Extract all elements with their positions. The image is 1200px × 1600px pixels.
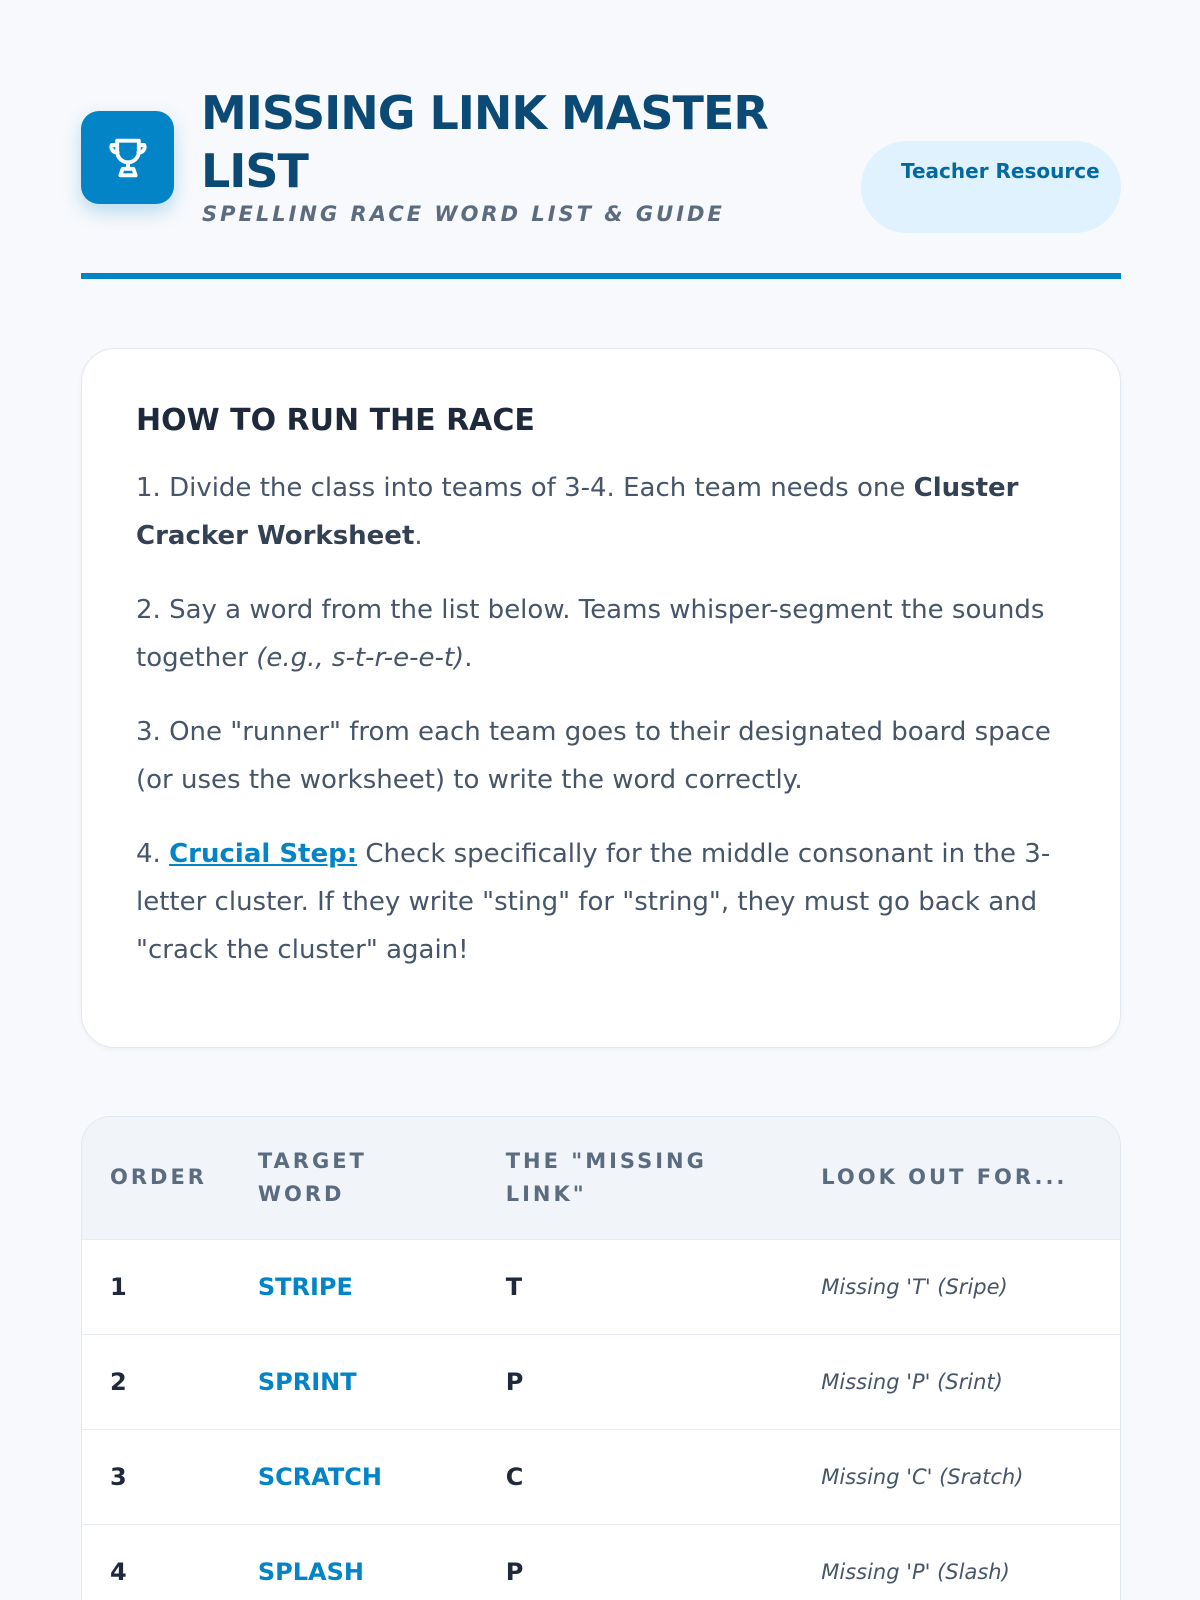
row-target-word: SCRATCH bbox=[230, 1429, 478, 1524]
row-look-out-for: Missing 'P' (Srint) bbox=[793, 1334, 1120, 1429]
row-target-word: SPRINT bbox=[230, 1334, 478, 1429]
table-row bbox=[82, 1429, 1120, 1524]
trophy-icon bbox=[102, 132, 154, 184]
step-2 bbox=[136, 586, 1070, 682]
table-row bbox=[82, 1524, 1120, 1600]
step-2-text: 2. Say a word from the list below. Teams whisper-segment the sounds together bbox=[136, 595, 1045, 673]
row-look-out-for: Missing 'P' (Slash) bbox=[793, 1524, 1120, 1600]
header-look-out-for: LOOK OUT FOR... bbox=[821, 1165, 1068, 1190]
row-missing-link: T bbox=[478, 1239, 794, 1334]
teacher-resource-badge: Teacher Resource bbox=[861, 141, 1121, 233]
logo-badge bbox=[81, 111, 174, 204]
step-2-suffix: . bbox=[464, 643, 473, 673]
row-missing-link: P bbox=[478, 1524, 794, 1600]
word-list-table bbox=[81, 1116, 1121, 1600]
header-target-word: TARGET WORD bbox=[257, 1148, 367, 1206]
page-title: MISSING LINK MASTER LIST bbox=[201, 86, 768, 198]
row-order: 3 bbox=[82, 1429, 230, 1524]
crucial-step-link[interactable]: Crucial Step: bbox=[169, 839, 358, 869]
step-1-text: 1. Divide the class into teams of 3-4. Each team needs one bbox=[136, 473, 914, 503]
header-missing-link: THE "MISSING LINK" bbox=[505, 1148, 707, 1206]
page-subtitle: SPELLING RACE WORD LIST & GUIDE bbox=[202, 202, 725, 226]
table-header-row bbox=[82, 1117, 1120, 1239]
step-4 bbox=[136, 830, 1070, 974]
header-order: ORDER bbox=[110, 1165, 207, 1190]
table-row bbox=[82, 1239, 1120, 1334]
step-2-example: (e.g., s-t-r-e-e-t) bbox=[256, 643, 465, 673]
row-missing-link: C bbox=[478, 1429, 794, 1524]
row-target-word: SPLASH bbox=[230, 1524, 478, 1600]
instructions-card bbox=[81, 348, 1121, 1048]
row-look-out-for: Missing 'T' (Sripe) bbox=[793, 1239, 1120, 1334]
step-4-text: Check specifically for the middle consonant in the 3-letter cluster. If they write "sting" for "string", they must go back and "crack the cluster" again! bbox=[136, 839, 1051, 965]
word-table bbox=[82, 1117, 1120, 1600]
row-look-out-for: Missing 'C' (Sratch) bbox=[793, 1429, 1120, 1524]
step-1-suffix: . bbox=[414, 521, 423, 551]
row-order: 1 bbox=[82, 1239, 230, 1334]
row-order: 2 bbox=[82, 1334, 230, 1429]
header-divider bbox=[81, 273, 1121, 279]
step-1 bbox=[136, 464, 1070, 560]
step-1-bold: Cluster Cracker Worksheet bbox=[136, 473, 1019, 551]
table-row bbox=[82, 1334, 1120, 1429]
page-header bbox=[81, 84, 1121, 280]
instructions-heading: HOW TO RUN THE RACE bbox=[136, 403, 535, 438]
row-missing-link: P bbox=[478, 1334, 794, 1429]
step-4-number: 4. bbox=[136, 839, 170, 869]
row-target-word: STRIPE bbox=[230, 1239, 478, 1334]
step-3: 3. One "runner" from each team goes to their designated board space (or uses the worksheet) to write the word correctly. bbox=[136, 717, 1051, 795]
row-order: 4 bbox=[82, 1524, 230, 1600]
